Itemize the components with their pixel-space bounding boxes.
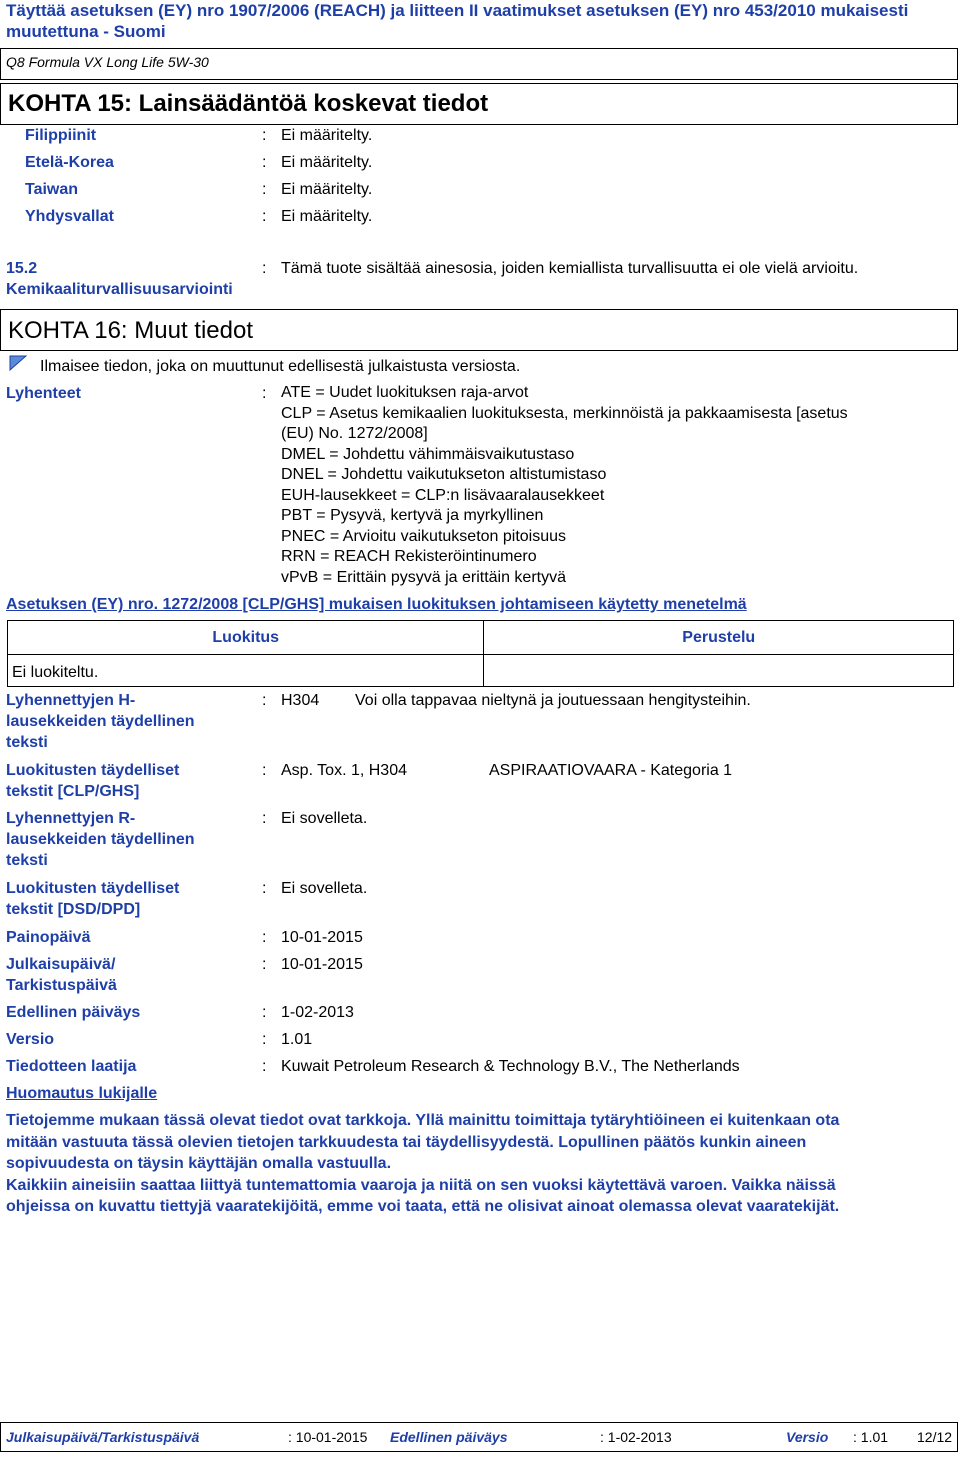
country-value: Ei määritelty. xyxy=(281,154,373,171)
country-label: Yhdysvallat xyxy=(25,208,114,225)
print-date-value: 10-01-2015 xyxy=(281,929,363,946)
print-date-label: Painopäivä xyxy=(6,929,91,946)
legend-text: Ilmaisee tiedon, joka on muuttunut edellisestä julkaistusta versiosta. xyxy=(40,358,521,375)
country-value: Ei määritelty. xyxy=(281,208,373,225)
clp-code: Asp. Tox. 1, H304 xyxy=(281,762,407,779)
document-title: Täyttää asetuksen (EY) nro 1907/2006 (REACH) ja liitteen II vaatimukset asetuksen (EY) nro 453/2010 mukaisesti muutettuna - Suomi xyxy=(6,1,909,41)
footer-issue-value: : 10-01-2015 xyxy=(288,1429,368,1445)
separator: : xyxy=(262,1004,267,1021)
separator: : xyxy=(262,1031,267,1048)
section-15-title: KOHTA 15: Lainsäädäntöä koskevat tiedot xyxy=(8,90,489,117)
h-text: Voi olla tappavaa nieltynä ja joutuessaan hengitysteihin. xyxy=(355,692,751,709)
abbreviation-line: (EU) No. 1272/2008] xyxy=(281,425,428,442)
changed-flag-icon xyxy=(9,355,27,371)
separator: : xyxy=(262,385,267,402)
prepared-by-value: Kuwait Petroleum Research & Technology B.V., The Netherlands xyxy=(281,1058,740,1075)
separator: : xyxy=(262,956,267,973)
footer-issue-label: Julkaisupäivä/Tarkistuspäivä xyxy=(6,1429,200,1445)
abbreviation-line: vPvB = Erittäin pysyvä ja erittäin kertyvä xyxy=(281,568,566,586)
section-16-title: KOHTA 16: Muut tiedot xyxy=(8,317,254,344)
table-cell-classification: Ei luokiteltu. xyxy=(8,655,484,687)
page-number: 12/12 xyxy=(917,1429,953,1445)
clp-texts-label: Luokitusten täydelliset tekstit [CLP/GHS] xyxy=(6,762,180,800)
separator: : xyxy=(262,692,267,709)
separator: : xyxy=(262,127,267,144)
footer-version-label: Versio xyxy=(786,1429,829,1445)
abbreviation-line: DNEL = Johdettu vaikutukseton altistumistaso xyxy=(281,466,607,483)
previous-date-label: Edellinen päiväys xyxy=(6,1004,141,1021)
footer-previous-label: Edellinen päiväys xyxy=(390,1429,508,1445)
country-label: Taiwan xyxy=(25,181,79,198)
version-value: 1.01 xyxy=(281,1031,313,1048)
country-value: Ei määritelty. xyxy=(281,127,373,144)
abbreviation-line: RRN = REACH Rekisteröintinumero xyxy=(281,548,537,565)
footer-previous-value: : 1-02-2013 xyxy=(600,1429,672,1445)
notice-heading: Huomautus lukijalle xyxy=(6,1085,158,1102)
separator: : xyxy=(262,181,267,198)
footer-version-value: : 1.01 xyxy=(853,1429,889,1445)
dsd-value: Ei sovelleta. xyxy=(281,880,368,897)
table-header-classification: Luokitus xyxy=(8,621,484,655)
csa-label-number: 15.2 xyxy=(6,260,38,277)
abbreviations-list xyxy=(281,383,941,588)
abbreviations-label: Lyhenteet xyxy=(6,385,81,402)
method-heading: Asetuksen (EY) nro. 1272/2008 [CLP/GHS] mukaisen luokituksen johtamiseen käytetty menetelmä xyxy=(6,596,747,613)
separator: : xyxy=(262,880,267,897)
abbreviation-line: CLP = Asetus kemikaalien luokituksesta, merkinnöistä ja pakkaamisesta [asetus xyxy=(281,404,848,422)
country-label: Etelä-Korea xyxy=(25,154,114,171)
version-label: Versio xyxy=(6,1031,55,1048)
product-name: Q8 Formula VX Long Life 5W-30 xyxy=(6,54,209,70)
separator: : xyxy=(262,208,267,225)
dsd-texts-label: Luokitusten täydelliset tekstit [DSD/DPD] xyxy=(6,880,180,918)
table-cell-justification xyxy=(484,655,954,687)
abbreviation-line: PBT = Pysyvä, kertyvä ja myrkyllinen xyxy=(281,507,544,524)
abbreviation-line: PNEC = Arvioitu vaikutukseton pitoisuus xyxy=(281,527,567,545)
prepared-by-label: Tiedotteen laatija xyxy=(6,1058,137,1075)
country-value: Ei määritelty. xyxy=(281,181,373,198)
notice-text: Tietojemme mukaan tässä olevat tiedot ovat tarkkoja. Yllä mainittu toimittaja tytäryhtiöineen ei kuitenkaan ota mitään vastuuta tässä olevien tietojen tarkkuudesta tai täydellisyydestä. Lopullinen päätös kunkin aineen sopivuudesta on täysin käyttäjän omalla vastuulla. Kaikkiin aineisiin saattaa liittyä tuntemattomia vaaroja ja niitä on sen vuoksi käytettävä varoen. Vaikka näissä ohjeissa on kuvattu tiettyjä vaaratekijöitä, emme voi taata, että ne olisivat ainoat olemassa olevat vaaratekijät. xyxy=(6,1112,840,1215)
r-phrases-value: Ei sovelleta. xyxy=(281,810,368,827)
separator: : xyxy=(262,762,267,779)
issue-date-label: Julkaisupäivä/ Tarkistuspäivä xyxy=(6,956,117,994)
country-label: Filippiinit xyxy=(25,127,97,144)
previous-date-value: 1-02-2013 xyxy=(281,1004,354,1021)
r-phrases-label: Lyhennettyjen R- lausekkeiden täydellinen teksti xyxy=(6,810,195,869)
classification-table xyxy=(7,620,954,687)
separator: : xyxy=(262,1058,267,1075)
separator: : xyxy=(262,260,267,277)
issue-date-value: 10-01-2015 xyxy=(281,956,363,973)
separator: : xyxy=(262,154,267,171)
abbreviation-line: EUH-lausekkeet = CLP:n lisävaaralausekkeet xyxy=(281,486,605,504)
h-statements-label: Lyhennettyjen H- lausekkeiden täydellinen teksti xyxy=(6,692,195,751)
csa-value: Tämä tuote sisältää ainesosia, joiden kemiallista turvallisuutta ei ole vielä arvioitu. xyxy=(281,260,859,277)
separator: : xyxy=(262,810,267,827)
separator: : xyxy=(262,929,267,946)
csa-label-text: Kemikaaliturvallisuusarviointi xyxy=(6,281,233,298)
abbreviation-line: ATE = Uudet luokituksen raja-arvot xyxy=(281,384,529,401)
clp-text: ASPIRAATIOVAARA - Kategoria 1 xyxy=(489,762,733,779)
table-header-justification: Perustelu xyxy=(484,621,954,655)
h-code: H304 xyxy=(281,692,320,709)
abbreviation-line: DMEL = Johdettu vähimmäisvaikutustaso xyxy=(281,445,575,463)
